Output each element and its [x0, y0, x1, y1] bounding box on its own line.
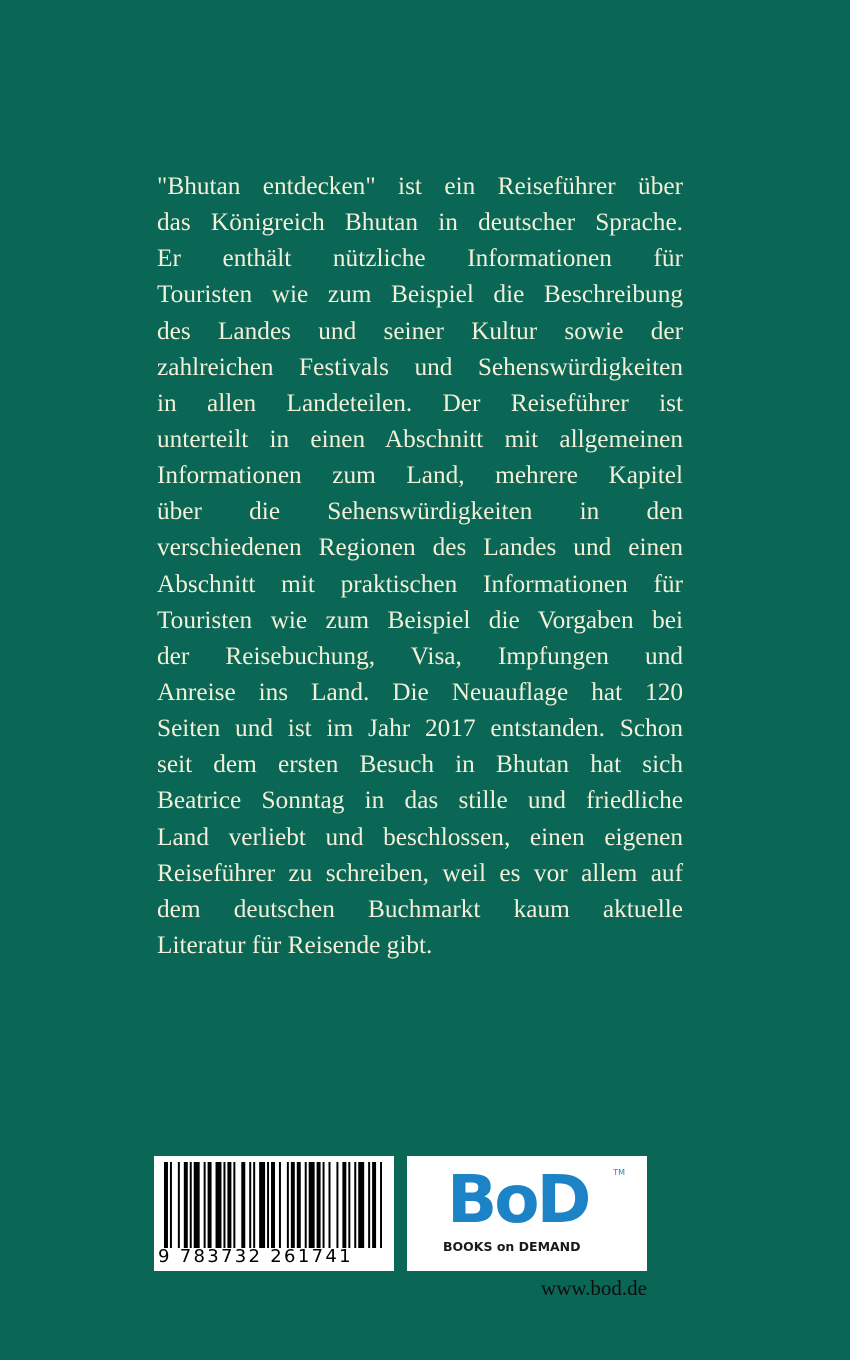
- barcode-bar: [372, 1162, 376, 1248]
- blurb-line: Beatrice Sonntag in das stille und friedliche: [157, 786, 683, 815]
- barcode-bar: [291, 1162, 295, 1248]
- blurb-line: Abschnitt mit praktischen Informationen für: [157, 569, 683, 598]
- blurb-line: Touristen wie zum Beispiel die Beschreibung: [157, 280, 683, 309]
- blurb-line: Informationen zum Land, mehrere Kapitel: [157, 461, 683, 490]
- barcode-bar: [190, 1162, 192, 1248]
- barcode-bar: [170, 1162, 172, 1248]
- blurb-line: Anreise ins Land. Die Neuauflage hat 120: [157, 677, 683, 706]
- blurb-line: unterteilt in einen Abschnitt mit allgemeinen: [157, 424, 683, 453]
- barcode-bar: [164, 1162, 168, 1248]
- barcode-bar: [227, 1162, 231, 1248]
- barcode-bar: [323, 1162, 325, 1248]
- barcode-bar: [178, 1162, 180, 1248]
- barcode-bar: [241, 1162, 245, 1248]
- barcode-bar: [204, 1162, 206, 1248]
- barcode-bar: [358, 1162, 364, 1248]
- blurb-line: über die Sehenswürdigkeiten in den: [157, 497, 683, 526]
- barcode-bar: [348, 1162, 350, 1248]
- barcode-bar: [336, 1162, 338, 1248]
- barcode-bar: [317, 1162, 321, 1248]
- blurb-line: Er enthält nützliche Informationen für: [157, 244, 683, 273]
- barcode-bar: [329, 1162, 331, 1248]
- blurb-line: Land verliebt und beschlossen, einen eigenen: [157, 822, 683, 851]
- blurb-line: Literatur für Reisende gibt.: [157, 930, 433, 959]
- barcode-bar: [279, 1162, 281, 1248]
- bod-logo: BoD: [447, 1161, 589, 1238]
- barcode-bar: [208, 1162, 212, 1248]
- barcode-bar: [194, 1162, 200, 1248]
- publisher-logo-box: [407, 1156, 647, 1271]
- blurb-line: Touristen wie zum Beispiel die Vorgaben bei: [157, 605, 683, 634]
- barcode-bar: [253, 1162, 255, 1248]
- blurb-line: Seiten und ist im Jahr 2017 entstanden. Schon: [157, 714, 683, 743]
- blurb-line: dem deutschen Buchmarkt kaum aktuelle: [157, 894, 683, 923]
- blurb-line: Reiseführer zu schreiben, weil es vor allem auf: [157, 858, 683, 887]
- barcode-bar: [368, 1162, 370, 1248]
- isbn-digits: 9 783732 261741: [158, 1246, 353, 1267]
- publisher-tagline: BOOKS on DEMAND: [443, 1239, 581, 1254]
- barcode-bar: [297, 1162, 301, 1248]
- barcode-bar: [223, 1162, 225, 1248]
- barcode-bar: [354, 1162, 356, 1248]
- barcode-bar: [271, 1162, 275, 1248]
- blurb-line: "Bhutan entdecken" ist ein Reiseführer über: [157, 172, 683, 200]
- blurb-line: der Reisebuchung, Visa, Impfungen und: [157, 641, 683, 670]
- blurb-line: des Landes und seiner Kultur sowie der: [157, 316, 683, 345]
- isbn-barcode: [154, 1156, 394, 1271]
- blurb-line: in allen Landeteilen. Der Reiseführer ist: [157, 388, 683, 417]
- publisher-website: www.bod.de: [541, 1276, 647, 1300]
- barcode-bar: [287, 1162, 289, 1248]
- barcode-bar: [249, 1162, 251, 1248]
- blurb-line: verschiedenen Regionen des Landes und einen: [157, 533, 683, 562]
- barcode-bar: [305, 1162, 307, 1248]
- barcode-bar: [267, 1162, 269, 1248]
- barcode-bar: [342, 1162, 346, 1248]
- barcode-bars: [164, 1162, 384, 1248]
- barcode-bar: [309, 1162, 315, 1248]
- blurb-line: das Königreich Bhutan in deutscher Sprache.: [157, 208, 683, 237]
- blurb-line: seit dem ersten Besuch in Bhutan hat sich: [157, 750, 683, 779]
- back-cover-blurb: [157, 168, 683, 963]
- barcode-bar: [233, 1162, 235, 1248]
- barcode-bar: [184, 1162, 188, 1248]
- trademark-mark: TM: [613, 1168, 625, 1177]
- barcode-bar: [216, 1162, 222, 1248]
- barcode-bar: [259, 1162, 265, 1248]
- barcode-bar: [380, 1162, 382, 1248]
- blurb-line: zahlreichen Festivals und Sehenswürdigkeiten: [157, 352, 683, 381]
